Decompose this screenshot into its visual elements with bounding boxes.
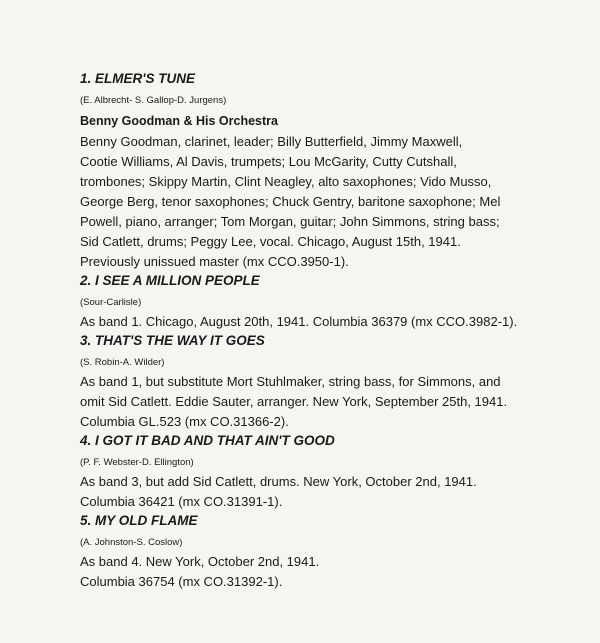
track-composers: (A. Johnston-S. Coslow) xyxy=(80,537,183,548)
track-title: 4. I GOT IT BAD AND THAT AIN'T GOOD xyxy=(80,433,335,448)
track-composers: (P. F. Webster-D. Ellington) xyxy=(80,457,194,468)
notes-line: Cootie Williams, Al Davis, trumpets; Lou McGarity, Cutty Cutshall, xyxy=(80,154,457,169)
notes-line: As band 1, but substitute Mort Stuhlmaker, string bass, for Simmons, and xyxy=(80,374,501,389)
session-notes xyxy=(80,472,580,512)
track-4 xyxy=(80,432,580,512)
track-composers: (S. Robin-A. Wilder) xyxy=(80,357,165,368)
session-notes xyxy=(80,312,580,332)
personnel-notes xyxy=(80,132,580,272)
notes-line: omit Sid Catlett. Eddie Sauter, arranger. New York, September 25th, 1941. xyxy=(80,394,508,409)
track-composers: (E. Albrecht- S. Gallop-D. Jurgens) xyxy=(80,95,227,106)
orchestra-name: Benny Goodman & His Orchestra xyxy=(80,114,278,128)
notes-line: Columbia GL.523 (mx CO.31366-2). xyxy=(80,414,289,429)
notes-line: As band 4. New York, October 2nd, 1941. xyxy=(80,554,320,569)
track-5 xyxy=(80,512,580,592)
notes-line: As band 1. Chicago, August 20th, 1941. Columbia 36379 (mx CCO.3982-1). xyxy=(80,314,518,329)
track-title: 3. THAT'S THE WAY IT GOES xyxy=(80,333,265,348)
notes-line: As band 3, but add Sid Catlett, drums. New York, October 2nd, 1941. xyxy=(80,474,477,489)
liner-notes xyxy=(80,70,580,592)
session-notes xyxy=(80,372,580,432)
notes-line: trombones; Skippy Martin, Clint Neagley, alto saxophones; Vido Musso, xyxy=(80,174,492,189)
notes-line: Powell, piano, arranger; Tom Morgan, guitar; John Simmons, string bass; xyxy=(80,214,500,229)
session-notes xyxy=(80,552,580,592)
notes-line: Columbia 36421 (mx CO.31391-1). xyxy=(80,494,283,509)
notes-line: Previously unissued master (mx CCO.3950-1). xyxy=(80,254,349,269)
notes-line: Columbia 36754 (mx CO.31392-1). xyxy=(80,574,283,589)
track-composers: (Sour-Carlisle) xyxy=(80,297,142,308)
track-1 xyxy=(80,70,580,272)
notes-line: Sid Catlett, drums; Peggy Lee, vocal. Chicago, August 15th, 1941. xyxy=(80,234,461,249)
track-2 xyxy=(80,272,580,332)
track-title: 5. MY OLD FLAME xyxy=(80,513,198,528)
track-title: 2. I SEE A MILLION PEOPLE xyxy=(80,273,260,288)
track-3 xyxy=(80,332,580,432)
notes-line: George Berg, tenor saxophones; Chuck Gentry, baritone saxophone; Mel xyxy=(80,194,501,209)
notes-line: Benny Goodman, clarinet, leader; Billy Butterfield, Jimmy Maxwell, xyxy=(80,134,463,149)
track-title: 1. ELMER'S TUNE xyxy=(80,71,195,86)
